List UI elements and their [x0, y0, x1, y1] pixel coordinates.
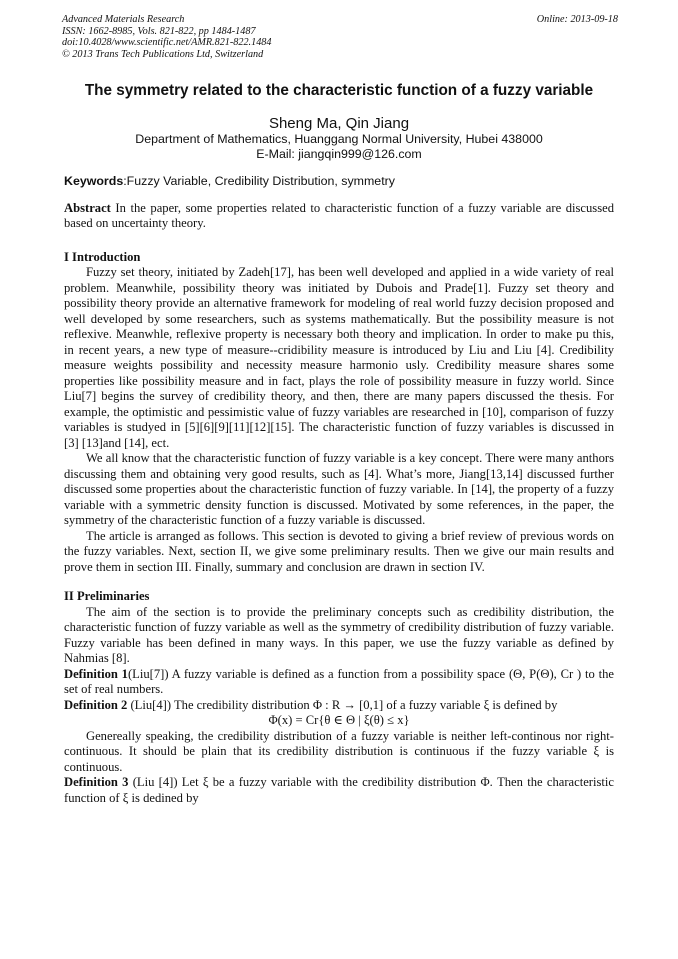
affiliation: Department of Mathematics, Huanggang Normal University, Hubei 438000 [135, 132, 543, 146]
paper-body [64, 174, 614, 806]
intro-paragraph-3: The article is arranged as follows. This section is devoted to giving a brief review of previous words on the fuzzy variables. Next, section II, we give some preliminary results. Then we give our main results and prove them in section III. Finally, summary and conclusion are drawn in section IV. [64, 528, 614, 574]
definition-2-label: Definition 2 [64, 697, 128, 712]
keywords-label: Keywords [64, 174, 124, 188]
definition-2-formula: Φ(x) = Cr{θ ∈ Θ | ξ(θ) ≤ x} [268, 713, 410, 727]
intro-paragraph-1: Fuzzy set theory, initiated by Zadeh[17], has been well developed and applied in a wide variety of real problem. Meanwhile, possibility theory was initiated by Dubois and Prade[1]. Fuzzy set theory and possibility theory provide an alternative framework for modeling of real world fuzzy decision proposed and well developed by some researchers, such as systems mathematically. But the possibility measure is not reflexive. Meanwhle, reflexive property is necessary both theory and implication. In order to make pu this, in recent years, a new type of measure--cridibility measure is introduced by Liu and Liu [4]. Credibility measure weights possibility and necessity measure harmonio usly. Credibility measure shares some properties like possibility measure and in fact, plays the role of possibility measure in fuzzy world. Since Liu[7] begins the survey of credibility theory, and then, there are many papers discussed the thesis. For example, the optimistic and pessimistic value of fuzzy variables are researched in [10], comparison of fuzzy variables is studyed in [5][6][9][11][12][15]. The characteristic function of fuzzy variables is discussed in [3] [13]and [14], ect. [64, 265, 614, 450]
keywords-line [64, 174, 614, 190]
journal-name: Advanced Materials Research [62, 14, 185, 25]
section-heading-preliminaries: II Preliminaries [64, 589, 150, 603]
definition-1-text: (Liu[7]) A fuzzy variable is defined as a function from a possibility space (Θ, P(Θ), Cr ) to the set of real numbers. [64, 666, 614, 696]
definition-1-label: Definition 1 [64, 666, 128, 681]
definition-1 [64, 667, 614, 698]
copyright-line: © 2013 Trans Tech Publications Ltd, Switzerland [62, 48, 264, 60]
abstract [64, 201, 614, 232]
author-list: Sheng Ma, Qin Jiang [268, 115, 410, 132]
doi-line: doi:10.4028/www.scientific.net/AMR.821-822.1484 [62, 37, 272, 48]
email: E-Mail: jiangqin999@126.com [256, 147, 422, 161]
journal-header [62, 14, 618, 60]
prelim-paragraph-1: The aim of the section is to provide the preliminary concepts such as credibility distribution, the characteristic function of fuzzy variable as well as the symmetry of credibility distribution of fuzzy variable. Fuzzy variable has been defined in many ways. In this paper, we use the fuzzy variable as defined by Nahmias [8]. [64, 604, 614, 665]
section-heading-introduction: I Introduction [64, 249, 141, 264]
intro-paragraph-2: We all know that the characteristic function of fuzzy variable is a key concept. There were many anthors discussing them and obtaining very good results, such as [4]. What’s more, Jiang[13,14] discussed further discussed some properties about the characteristic function of fuzzy variable. In [14], the property of a fuzzy variable with a symmetric density function is discussed. Motivated by some references, in the paper, the symmetry of the characteristic function of a fuzzy variable is discussed. [64, 451, 614, 527]
affiliation-block [0, 132, 678, 162]
definition-3-label: Definition 3 [64, 775, 129, 789]
online-date: Online: 2013-09-18 [536, 14, 618, 25]
abstract-text: In the paper, some properties related to characteristic function of a fuzzy variable are discussed based on uncertainty theory. [64, 200, 614, 230]
definition-3 [64, 775, 614, 806]
definition-2-text: (Liu[4]) The credibility distribution Φ : R → [0,1] of a fuzzy variable ξ is defined by [127, 697, 558, 712]
keywords-text: :Fuzzy Variable, Credibility Distribution, symmetry [123, 174, 395, 188]
abstract-label: Abstract [64, 200, 111, 215]
definition-3-text: (Liu [4]) Let ξ be a fuzzy variable with the credibility distribution Φ. Then the characteristic function of ξ is dedined by [64, 775, 614, 805]
issn-line: ISSN: 1662-8985, Vols. 821-822, pp 1484-1487 [62, 25, 256, 37]
prelim-paragraph-2: Genereally speaking, the credibility distribution of a fuzzy variable is neither left-continous nor right-continuous. It should be plain that its credibility distribution is continuous if the fuzzy variable ξ is continuous. [64, 728, 614, 774]
paper-title: The symmetry related to the characteristic function of a fuzzy variable [84, 82, 594, 99]
definition-2 [64, 698, 614, 714]
